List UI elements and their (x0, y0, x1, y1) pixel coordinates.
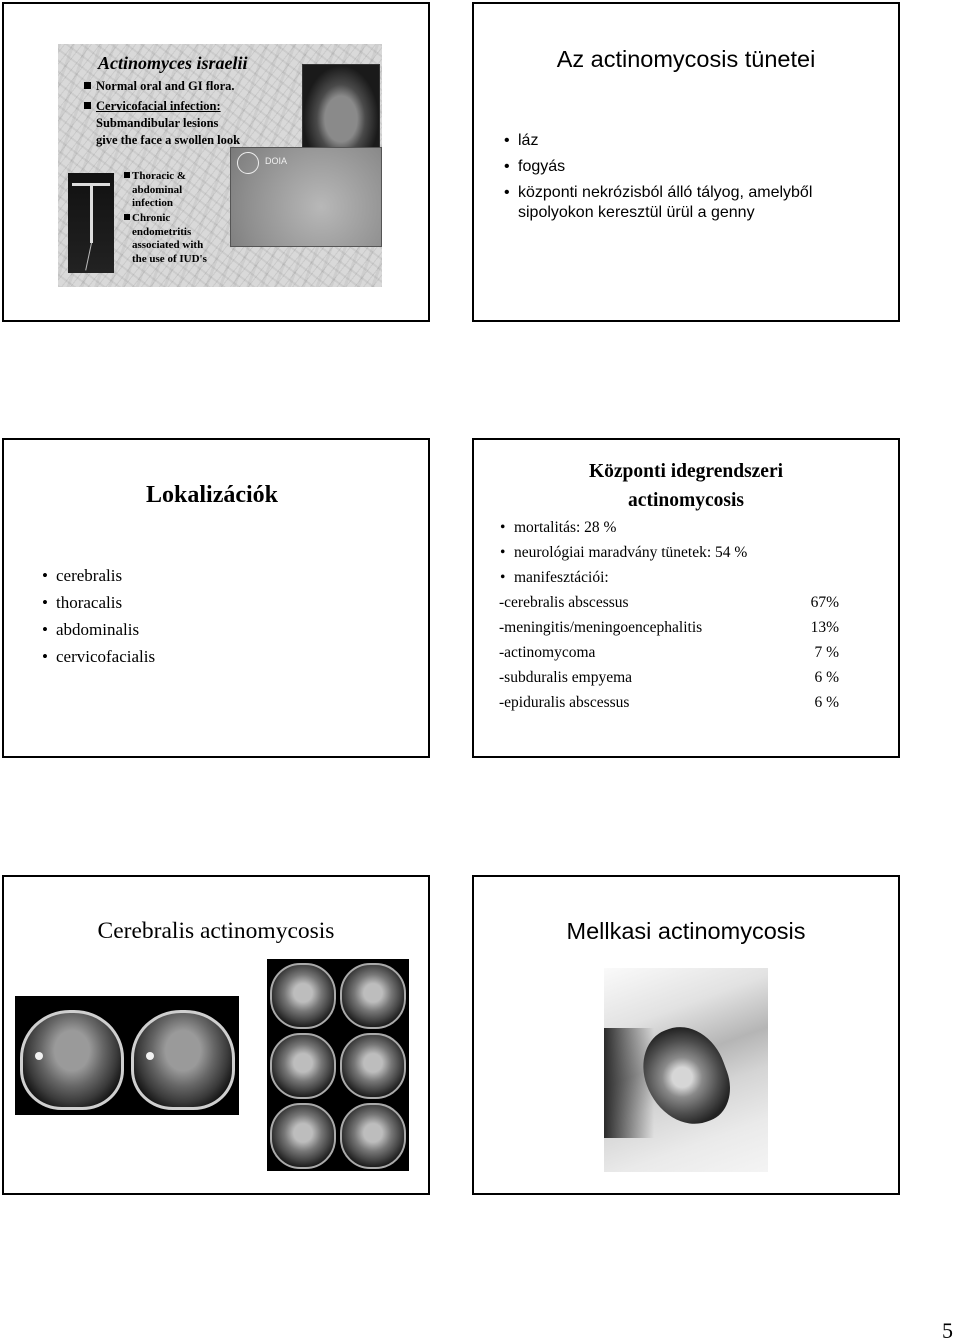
manifestation-table (499, 590, 839, 715)
slide-title: Központi idegrendszeri actinomycosis (588, 461, 784, 511)
list-item: • központi nekrózisból álló tályog, amelyből sipolyokon keresztül ürül a genny (504, 180, 884, 223)
square-bullet-icon (124, 214, 130, 220)
location-list (42, 562, 155, 670)
slide-lokalizaciok (2, 438, 430, 758)
figure-line-1: Normal oral and GI flora. (84, 78, 235, 95)
slide-title: Az actinomycosis tünetei (556, 46, 816, 72)
figure-line-3: Submandibular lesions (96, 116, 219, 130)
slide-kozponti-idegrendszeri (472, 438, 900, 758)
table-row: -subduralis empyema 6 % (499, 669, 839, 686)
list-item: • fogyás (504, 154, 884, 180)
table-row: -cerebralis abscessus 67% (499, 594, 839, 611)
list-item: • abdominalis (42, 616, 155, 643)
figure-line-2: Cervicofacial infection: (84, 98, 221, 115)
list-item: • cervicofacialis (42, 643, 155, 670)
list-item: • neurológiai maradvány tünetek: 54 % (500, 540, 747, 565)
slide-tunetek (472, 2, 900, 322)
slide-mellkasi (472, 875, 900, 1195)
table-row: -meningitis/meningoencephalitis 13% (499, 619, 839, 636)
list-item: • mortalitás: 28 % (500, 515, 747, 540)
square-bullet-icon (84, 82, 91, 89)
list-item: • thoracalis (42, 589, 155, 616)
coronal-mri-image (15, 996, 239, 1115)
list-item: • manifesztációi: (500, 565, 747, 590)
stats-list (500, 515, 747, 590)
square-bullet-icon (84, 102, 91, 109)
list-item: • láz (504, 128, 884, 154)
symptom-list (504, 128, 884, 223)
slide-title: Lokalizációk (146, 482, 279, 508)
chest-wound-photo (604, 968, 768, 1172)
iud-xray-photo (68, 173, 114, 273)
logo-text: DOIA (265, 156, 288, 166)
list-item: • cerebralis (42, 562, 155, 589)
square-bullet-icon (124, 172, 130, 178)
institution-logo-icon (237, 152, 259, 174)
figure-line-4: give the face a swollen look (96, 133, 241, 147)
figure-title: Actinomyces israelii (98, 53, 248, 73)
table-row: -epiduralis abscessus 6 % (499, 694, 839, 711)
skin-lesion-photo (230, 147, 382, 247)
chronic-block: Chronic endometritis associated with the use of IUD's (124, 212, 207, 266)
table-row: -actinomycoma 7 % (499, 644, 839, 661)
slide-actinomyces-israelii (2, 2, 430, 322)
actinomyces-figure (58, 44, 382, 287)
slide-title: Cerebralis actinomycosis (97, 918, 335, 944)
slide-cerebralis (2, 875, 430, 1195)
slide-title: Mellkasi actinomycosis (566, 918, 806, 944)
axial-mri-grid-image (267, 959, 409, 1171)
thoracic-block: Thoracic & abdominal infection (124, 170, 186, 211)
page-number: 5 (942, 1318, 953, 1340)
